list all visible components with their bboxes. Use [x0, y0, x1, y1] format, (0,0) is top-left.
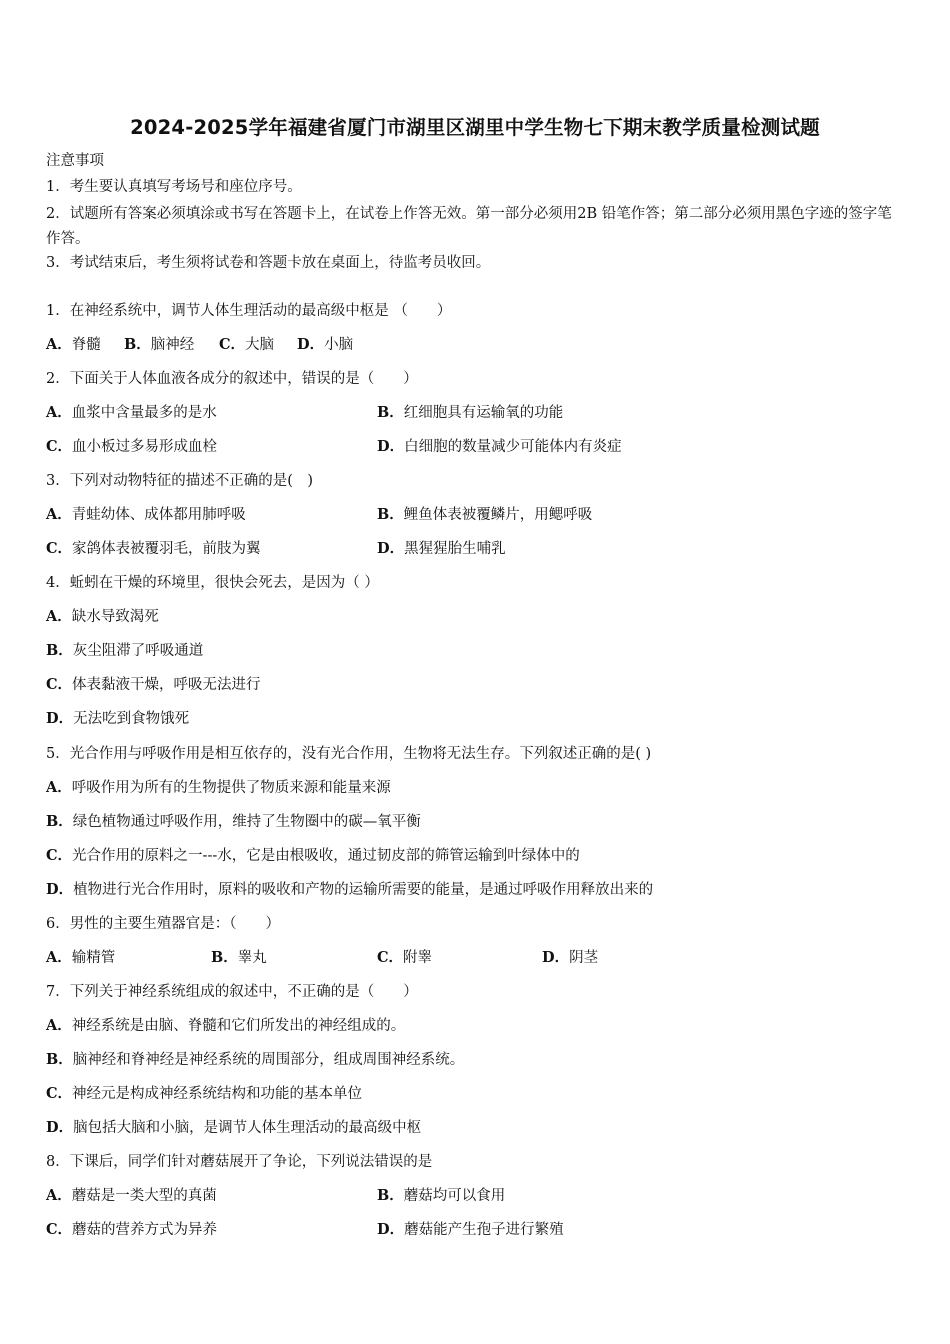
option-label: C． — [46, 438, 73, 455]
option-text: 缺水导致渴死 — [71, 609, 159, 625]
option-label: C． — [46, 1085, 73, 1102]
option — [211, 948, 267, 968]
option-label: B． — [377, 404, 404, 421]
option-label: D． — [542, 949, 570, 966]
question-stem: 3．下列对动物特征的描述不正确的是( ) — [46, 473, 314, 489]
option-label: B． — [377, 1187, 404, 1204]
option — [377, 948, 432, 968]
question-stem: 2．下面关于人体血液各成分的叙述中，错误的是（ ） — [46, 371, 418, 387]
option — [377, 539, 506, 559]
option-text: 绿色植物通过呼吸作用，维持了生物圈中的碳—氧平衡 — [72, 814, 421, 830]
option-text: 蘑菇能产生孢子进行繁殖 — [404, 1222, 564, 1238]
option-label: C． — [46, 540, 73, 557]
option — [46, 846, 580, 866]
option — [46, 1186, 217, 1206]
option — [46, 1050, 464, 1070]
option — [46, 709, 189, 729]
option — [46, 539, 261, 559]
option-text: 附睾 — [403, 950, 433, 966]
option-label: A． — [46, 608, 72, 625]
option-label: D． — [377, 1221, 405, 1238]
option — [46, 675, 261, 695]
option-text: 脑神经和脊神经是神经系统的周围部分，组成周围神经系统。 — [72, 1052, 465, 1068]
option — [46, 778, 391, 798]
option-label: D． — [46, 881, 74, 898]
option — [46, 812, 421, 832]
option — [46, 1016, 405, 1036]
option — [46, 607, 159, 627]
option — [542, 948, 598, 968]
option — [46, 403, 217, 423]
option-label: B． — [46, 1051, 73, 1068]
option-label: B． — [46, 813, 73, 830]
option — [46, 335, 101, 355]
option-label: D． — [377, 438, 405, 455]
option-label: B． — [46, 642, 73, 659]
option-text: 血浆中含量最多的是水 — [71, 405, 217, 421]
option-label: A． — [46, 949, 72, 966]
option-text: 脑包括大脑和小脑，是调节人体生理活动的最高级中枢 — [73, 1120, 422, 1136]
option-text: 鲤鱼体表被覆鳞片，用鳃呼吸 — [403, 507, 593, 523]
option-text: 体表黏液干燥，呼吸无法进行 — [72, 677, 261, 693]
option-text: 蘑菇均可以食用 — [403, 1188, 506, 1204]
option-label: A． — [46, 1187, 72, 1204]
question-stem: 5．光合作用与呼吸作用是相互依存的，没有光合作用，生物将无法生存。下列叙述正确的是( ) — [46, 746, 652, 762]
option — [297, 335, 353, 355]
option — [377, 505, 592, 525]
option-text: 灰尘阻滞了呼吸通道 — [72, 643, 204, 659]
option — [46, 880, 653, 900]
option-text: 血小板过多易形成血栓 — [72, 439, 218, 455]
question-stem: 8．下课后，同学们针对蘑菇展开了争论，下列说法错误的是 — [46, 1154, 433, 1170]
option-text: 大脑 — [245, 337, 275, 353]
option-label: D． — [297, 336, 325, 353]
option — [46, 1084, 362, 1104]
option-text: 阴茎 — [569, 950, 599, 966]
option-label: A． — [46, 1017, 72, 1034]
option-text: 神经系统是由脑、脊髓和它们所发出的神经组成的。 — [71, 1018, 406, 1034]
question-stem: 4．蚯蚓在干燥的环境里，很快会死去，是因为（ ） — [46, 575, 379, 591]
option-label: D． — [46, 1119, 74, 1136]
notice-item: 2．试题所有答案必须填涂或书写在答题卡上，在试卷上作答无效。第一部分必须用2B 铅笔作答；第二部分必须用黑色字迹的签字笔作答。 — [46, 206, 892, 247]
option-text: 黑猩猩胎生哺乳 — [404, 541, 506, 557]
option-text: 呼吸作用为所有的生物提供了物质来源和能量来源 — [71, 780, 391, 796]
option-text: 输精管 — [71, 950, 116, 966]
option-label: C． — [219, 336, 246, 353]
question-stem: 1．在神经系统中，调节人体生理活动的最高级中枢是 （ ） — [46, 303, 452, 319]
option-text: 青蛙幼体、成体都用肺呼吸 — [71, 507, 246, 523]
option-text: 家鸽体表被覆羽毛，前肢为翼 — [72, 541, 261, 557]
option-text: 小脑 — [324, 337, 354, 353]
option-text: 脊髓 — [71, 337, 101, 353]
notice-heading: 注意事项 — [46, 153, 104, 169]
option — [46, 1118, 421, 1138]
question-stem: 6．男性的主要生殖器官是：（ ） — [46, 916, 280, 932]
page-title: 2024-2025学年福建省厦门市湖里区湖里中学生物七下期末教学质量检测试题 — [130, 116, 820, 139]
option-text: 蘑菇是一类大型的真菌 — [71, 1188, 217, 1204]
option — [377, 403, 563, 423]
option-text: 睾丸 — [237, 950, 267, 966]
option-label: B． — [377, 506, 404, 523]
option — [219, 335, 274, 355]
option-text: 光合作用的原料之一---水，它是由根吸收，通过韧皮部的筛管运输到叶绿体中的 — [72, 848, 580, 864]
option-text: 神经元是构成神经系统结构和功能的基本单位 — [72, 1086, 363, 1102]
option-label: A． — [46, 506, 72, 523]
notice-item: 3．考试结束后，考生须将试卷和答题卡放在桌面上，待监考员收回。 — [46, 255, 491, 271]
option — [377, 437, 622, 457]
option-text: 白细胞的数量减少可能体内有炎症 — [404, 439, 622, 455]
option — [46, 948, 115, 968]
question-stem: 7．下列关于神经系统组成的叙述中，不正确的是（ ） — [46, 984, 418, 1000]
option-label: D． — [46, 710, 74, 727]
option — [46, 437, 217, 457]
option-label: B． — [211, 949, 238, 966]
option-text: 红细胞具有运输氧的功能 — [403, 405, 564, 421]
option — [377, 1186, 505, 1206]
option-label: A． — [46, 779, 72, 796]
option-label: A． — [46, 336, 72, 353]
option-label: C． — [46, 676, 73, 693]
option-label: C． — [46, 1221, 73, 1238]
option — [46, 1220, 217, 1240]
option — [377, 1220, 564, 1240]
option-label: A． — [46, 404, 72, 421]
option-text: 无法吃到食物饿死 — [73, 711, 190, 727]
option-text: 脑神经 — [150, 337, 195, 353]
option-label: B． — [124, 336, 151, 353]
option-text: 植物进行光合作用时，原料的吸收和产物的运输所需要的能量，是通过呼吸作用释放出来的 — [73, 882, 654, 898]
option-text: 蘑菇的营养方式为异养 — [72, 1222, 218, 1238]
option — [46, 505, 246, 525]
option — [124, 335, 194, 355]
option-label: C． — [46, 847, 73, 864]
option-label: C． — [377, 949, 404, 966]
option-label: D． — [377, 540, 405, 557]
option — [46, 641, 203, 661]
notice-item: 1．考生要认真填写考场号和座位序号。 — [46, 179, 302, 195]
